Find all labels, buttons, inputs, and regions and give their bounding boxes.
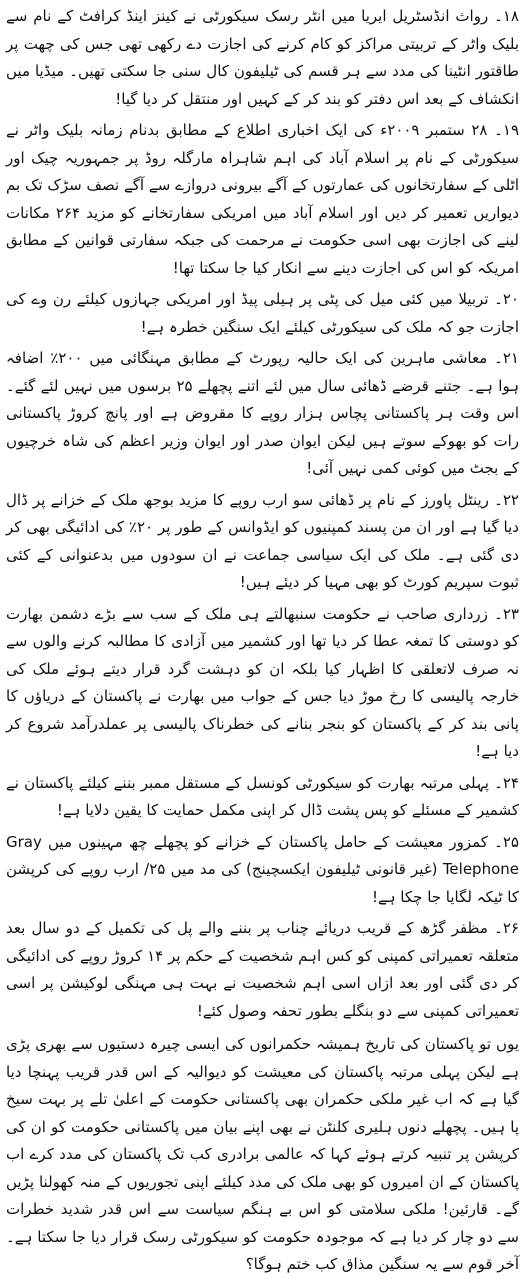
paragraph-24: ۲۴۔ پہلی مرتبہ بھارت کو سیکورٹی کونسل کے مستقل ممبر بننے کیلئے پاکستان نے کشمیر کے مسئلے کو پس پشت ڈال کر اپنی مکمل حمایت کا یقین دلایا ہے!	[6, 773, 519, 819]
paragraph-20: ۲۰۔ تربیلا میں کئی میل کی پٹی پر ہیلی پیڈ اور امریکی جہازوں کیلئے رن وے کی اجازت جو کہ ملک کی سیکورٹی کیلئے ایک سنگین خطرہ ہے!	[6, 290, 519, 336]
paragraph-18: ۱۸۔ رواث انڈسٹریل ایریا میں انٹر رسک سیکورٹی نے کینز اینڈ کرافٹ کے نام سے بلیک واٹر کے تربیتی مراکز کو کام کرنے کی اجازت دے رکھی تھی جس کی چھت پر طاقتور انٹینا کی مدد سے ہر قسم کی ٹیلیفون کال سنی جا سکتی تھیں۔ میڈیا میں انکشاف کے بعد اس دفتر کو بند کر کے کہیں اور منتقل کر دیا گیا!	[6, 7, 519, 108]
paragraph-23: ۲۳۔ زرداری صاحب نے حکومت سنبھالتے ہی ملک کے سب سے بڑے دشمن بھارت کو دوستی کا تمغہ عطا کر دیا تھا اور کشمیر میں آزادی کا مطالبہ کرنے والوں سے نہ صرف لاتعلقی کا اظہار کیا بلکہ ان کو دہشت گرد قرار دیتے ہوئے ملک کی خارجہ پالیسی کا رخ موڑ دیا جس کے جواب میں بھارت نے پاکستان کے دریاؤں کا پانی بند کر کے پاکستان کو بنجر بنانے کی خطرناک پالیسی پر عملدرآمد شروع کر دیا ہے!	[6, 604, 519, 760]
paragraph-19: ۱۹۔ ۲۸ ستمبر ۲۰۰۹ء کی ایک اخباری اطلاع کے مطابق بدنام زمانہ بلیک واٹر نے سیکورٹی کے نام پر اسلام آباد کی اہم شاہراہ مارگلہ روڈ پر جمہوریہ چیک اور اٹلی کے سفارتخانوں کی عمارتوں کے آگے بیرونی دروازے سے آگے نصف سڑک تک بم دیواریں تعمیر کر دیں اور اسلام آباد میں امریکی سفارتخانے کو مزید ۲۶۴ مکانات لینے کی اجازت بھی اسی حکومت نے مرحمت کی جبکہ سفارتی قوانین کے مطابق امریکہ کو اس کی اجازت دینے سے انکار کیا جا سکتا تھا!	[6, 121, 520, 277]
paragraph-21: ۲۱۔ معاشی ماہرین کی ایک حالیہ رپورٹ کے مطابق مہنگائی میں ۲۰۰٪ اضافہ ہوا ہے۔ جتنے قرضے ڈھائی سال میں لئے اتنے پچھلے ۲۵ برسوں میں نہیں لئے گئے۔ اس وقت ہر پاکستانی پچاس ہزار روپے کا مقروض ہے اور پانچ کروڑ پاکستانی رات کو بھوکے سوتے ہیں لیکن ایوان صدر اور ایوان وزیر اعظم کی شاہ خرچیوں کے بجٹ میں کوئی کمی نہیں آئی!	[6, 349, 519, 477]
paragraph-26: ۲۶۔ مظفر گڑھ کے قریب دریائے چناب پر بننے والے پل کی تکمیل کے دو سال بعد متعلقہ تعمیراتی کمپنی کو کس اہم شخصیت کے حکم پر ۱۴ کروڑ روپے کی ادائیگی کر دی گئی اور بعد ازاں اسی اہم شخصیت نے بہت ہی مہنگی لوکیشن پر اسی تعمیراتی کمپنی سے دو بنگلے بطور تحفہ وصول کئے!	[6, 919, 519, 1020]
closing-paragraph: یوں تو پاکستان کی تاریخ ہمیشہ حکمرانوں کی ایسی چیرہ دستیوں سے بھری پڑی ہے لیکن پہلی مرتبہ پاکستان کی معیشت کو دیوالیہ کے اس قدر قریب پہنچا دیا گیا ہے کہ اب غیر ملکی حکمران بھی پاکستانی حکومت کے اعلیٰ تلے پر بہت سیخ پا ہیں۔ پچھلے دنوں ہلیری کلنٹن نے بھی اپنے بیان میں پاکستانی حکومت کو ان کی کرپشن پر تنبیہ کرتے ہوئے کہا کہ عالمی برادری کب تک پاکستان کی مدد کرے اب پاکستان کے ان امیروں کو بھی ملک کی مدد کیلئے اپنی تجوریوں کے منہ کھولنا پڑیں گے۔ قارئین! ملکی سلامتی کو اس بے ہنگم سیاست سے اس قدر شدید خطرات سے دو چار کر دیا ہے کہ موجودہ حکومت کو سیکورٹی رسک قرار دیا جا سکتا ہے۔ آخر قوم سے یہ سنگین مذاق کب ختم ہوگا؟	[6, 1035, 519, 1273]
paragraph-22: ۲۲۔ رینٹل پاورز کے نام پر ڈھائی سو ارب روپے کا مزید بوجھ ملک کے خزانے پر ڈال دیا گیا ہے اور ان من پسند کمپنیوں کو ایڈوانس کے طور پر ۲۰٪ کی ادائیگی بھی کر دی گئی ہے۔ ملک کی ایک سیاسی جماعت نے ان سودوں میں بدعنوانی کے کئی ثبوت سپریم کورٹ کو بھی مہیا کر دیئے ہیں!	[6, 490, 519, 591]
paragraph-25: ۲۵۔ کمزور معیشت کے حامل پاکستان کے خزانے کو پچھلے چھ مہینوں میں Gray Telephone (غیر قانونی ٹیلیفون ایکسچینج) کی مد میں ۲۵/ ارب روپے کی کرپشن کا ٹیکہ لگایا جا چکا ہے!	[6, 832, 519, 906]
